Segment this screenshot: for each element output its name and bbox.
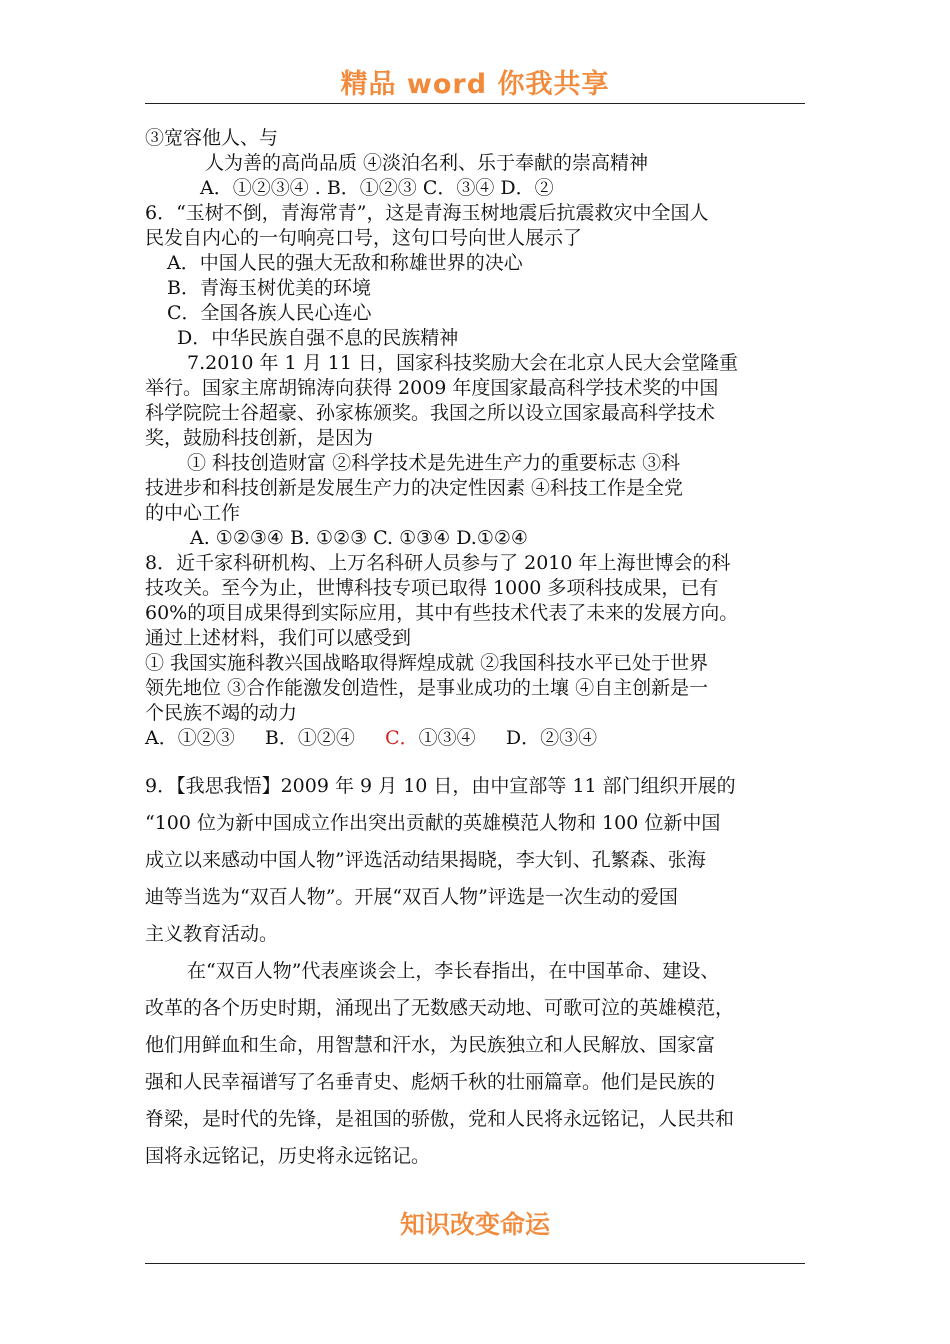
- q8-items: ① 我国实施科教兴国战略取得辉煌成就 ②我国科技水平已处于世界: [145, 652, 709, 674]
- q9-paragraph-line: 脊梁，是时代的先锋，是祖国的骄傲，党和人民将永远铭记，人民共和: [145, 1108, 735, 1130]
- q6-option-c: C．全国各族人民心连心: [167, 302, 372, 324]
- q7-items: 技进步和科技创新是发展生产力的决定性因素 ④科技工作是全党: [145, 477, 684, 499]
- q8-items: 领先地位 ③合作能激发创造性，是事业成功的土壤 ④自主创新是一: [145, 677, 709, 699]
- q6-stem: 6．“玉树不倒，青海常青”，这是青海玉树地震后抗震救灾中全国人: [145, 202, 709, 224]
- q9-paragraph-line: 强和人民幸福谱写了名垂青史、彪炳千秋的壮丽篇章。他们是民族的: [145, 1071, 716, 1093]
- q8-option-b: B．①②④: [264, 727, 386, 749]
- q9-paragraph-line: 在“双百人物”代表座谈会上，李长春指出，在中国革命、建设、: [187, 960, 720, 982]
- q9-paragraph-line: 主义教育活动。: [145, 923, 279, 945]
- q9-paragraph-line: 成立以来感动中国人物”评选活动结果揭晓，李大钊、孔繁森、张海: [145, 849, 706, 871]
- q7-stem: 科学院院士谷超豪、孙家栋颁奖。我国之所以设立国家最高科学技术: [145, 402, 716, 424]
- header-rule: [145, 103, 805, 104]
- q8-stem: 技攻关。至今为止，世博科技专项已取得 1000 多项科技成果，已有: [145, 577, 719, 599]
- q8-stem: 通过上述材料，我们可以感受到: [145, 627, 412, 649]
- q8-option-c-label: C．: [385, 727, 419, 749]
- q6-option-d: D．中华民族自强不息的民族精神: [177, 327, 459, 349]
- q6-stem: 民发自内心的一句响亮口号，这句口号向世人展示了: [145, 227, 583, 249]
- q7-items: 的中心工作: [145, 502, 241, 524]
- footer-rule: [145, 1263, 805, 1264]
- q5-options: A．①②③④ . B．①②③ C．③④ D．②: [200, 177, 554, 199]
- q7-stem: 7.2010 年 1 月 11 日，国家科技奖励大会在北京人民大会堂隆重: [187, 352, 738, 374]
- q8-stem: 60%的项目成果得到实际应用，其中有些技术代表了未来的发展方向。: [145, 602, 739, 624]
- q9-paragraph-line: 改革的各个历史时期，涌现出了无数感天动地、可歌可泣的英雄模范，: [145, 997, 735, 1019]
- q7-stem: 奖，鼓励科技创新，是因为: [145, 427, 374, 449]
- footer-title: 知识改变命运: [399, 1210, 550, 1239]
- q5-line: 人为善的高尚品质 ④淡泊名利、乐于奉献的崇高精神: [205, 152, 649, 174]
- q8-items: 个民族不竭的动力: [145, 702, 298, 724]
- q9-paragraph-line: “100 位为新中国成立作出突出贡献的英雄模范人物和 100 位新中国: [145, 812, 721, 834]
- q8-options: [145, 726, 597, 751]
- q9-paragraph-line: 国将永远铭记，历史将永远铭记。: [145, 1145, 431, 1167]
- q9-paragraph-line: 迪等当选为“双百人物”。开展“双百人物”评选是一次生动的爱国: [145, 886, 678, 908]
- header-title: 精品 word 你我共享: [340, 69, 610, 100]
- q7-options: A. ①②③④ B. ①②③ C. ①③④ D.①②④: [190, 527, 528, 549]
- q9-paragraph-line: 他们用鲜血和生命，用智慧和汗水，为民族独立和人民解放、国家富: [145, 1034, 716, 1056]
- q9-paragraph-line: 9．【我思我悟】2009 年 9 月 10 日，由中宣部等 11 部门组织开展的: [145, 775, 736, 797]
- q8-option-a: A．①②③: [145, 727, 265, 749]
- q8-stem: 8．近千家科研机构、上万名科研人员参与了 2010 年上海世博会的科: [145, 552, 731, 574]
- q8-option-d: D．②③④: [505, 727, 598, 749]
- q6-option-b: B．青海玉树优美的环境: [167, 277, 371, 299]
- q5-line: ③宽容他人、与: [145, 127, 279, 149]
- q7-items: ① 科技创造财富 ②科学技术是先进生产力的重要标志 ③科: [187, 452, 681, 474]
- q6-option-a: A．中国人民的强大无敌和称雄世界的决心: [167, 252, 523, 274]
- q7-stem: 举行。国家主席胡锦涛向获得 2009 年度国家最高科学技术奖的中国: [145, 377, 719, 399]
- q8-option-c: ①③④: [418, 727, 506, 749]
